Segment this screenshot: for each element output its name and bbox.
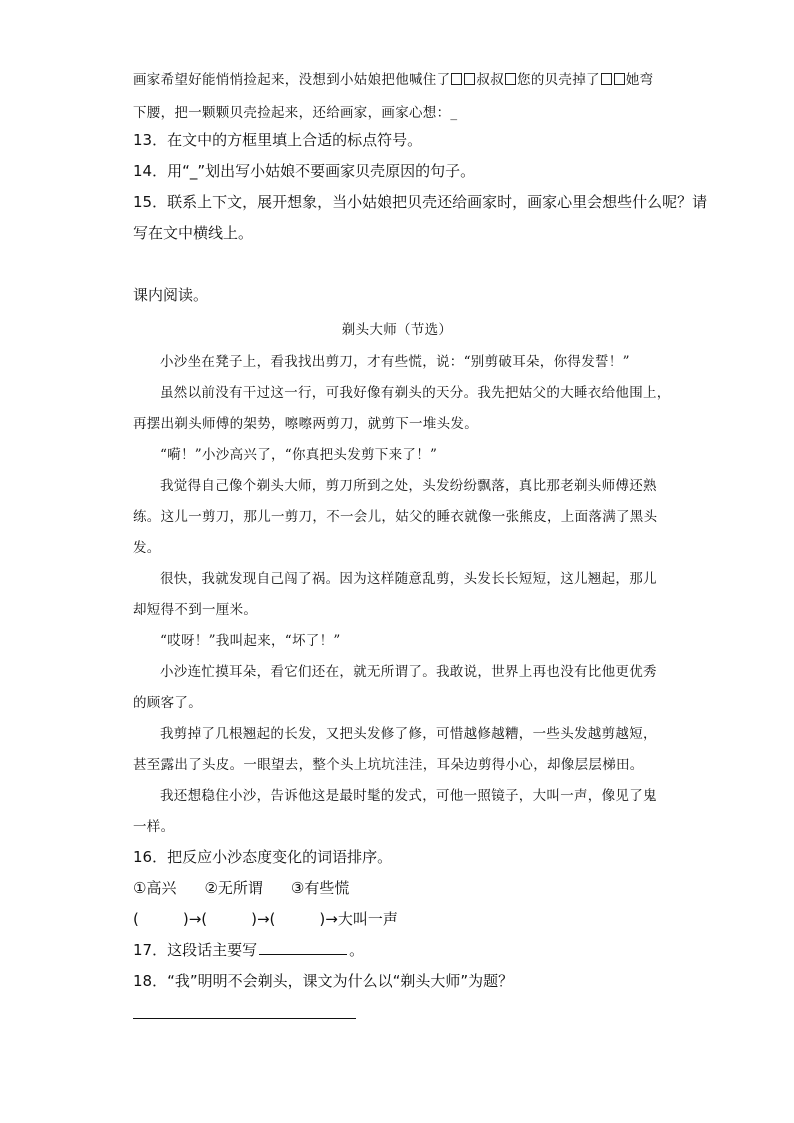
question-15-line2: 写在文中横线上。 (133, 224, 254, 242)
passage2-line: “哎呀！”我叫起来，“坏了！” (160, 633, 341, 649)
question-15-line1: 15．联系上下文，展开想象，当小姑娘把贝壳还给画家时，画家心里会想些什么呢？请 (133, 193, 708, 211)
passage2-line: 却短得不到一厘米。 (133, 602, 258, 618)
section-label: 课内阅读。 (133, 286, 209, 304)
passage2-line: 的顾客了。 (133, 695, 202, 711)
passage2-line: 一样。 (133, 819, 175, 835)
punctuation-box[interactable] (614, 73, 625, 85)
question-17: 17．这段话主要写 。 (133, 941, 365, 959)
passage2-line: 甚至露出了头皮。一眼望去，整个头上坑坑洼洼，耳朵边剪得小心，却像层层梯田。 (133, 757, 644, 773)
passage-title: 剃头大师（节选） (341, 322, 453, 338)
passage2-line: 我剪掉了几根翘起的长发，又把头发修了修，可惜越修越糟，一些头发越剪越短， (160, 726, 657, 742)
answer-line[interactable] (133, 1018, 356, 1019)
passage2-line: 再摆出剃头师傅的架势，嚓嚓两剪刀，就剪下一堆头发。 (133, 416, 478, 432)
punctuation-box[interactable] (464, 73, 475, 85)
passage2-line: 虽然以前没有干过这一行，可我好像有剃头的天分。我先把姑父的大睡衣给他围上， (160, 385, 671, 401)
question-14: 14．用“_”划出写小姑娘不要画家贝壳原因的句子。 (133, 162, 476, 180)
passage1-line1: 画家希望好能悄悄捡起来，没想到小姑娘把他喊住了 叔叔 您的贝壳掉了 她弯 (133, 72, 654, 88)
answer-blank[interactable] (259, 942, 347, 955)
question-16-options (133, 877, 349, 898)
punctuation-box[interactable] (505, 73, 516, 85)
passage1-line2: 下腰，把一颗颗贝壳捡起来，还给画家，画家心想：_ (133, 105, 458, 121)
passage2-line: “嗬！”小沙高兴了，“你真把头发剪下来了！” (160, 447, 438, 463)
question-16: 16．把反应小沙态度变化的词语排序。 (133, 848, 393, 866)
passage2-line: 小沙连忙摸耳朵，看它们还在，就无所谓了。我敢说，世界上再也没有比他更优秀 (160, 664, 657, 680)
question-13: 13．在文中的方框里填上合适的标点符号。 (133, 131, 423, 149)
punctuation-box[interactable] (451, 73, 462, 85)
option-1: ①高兴 (133, 879, 177, 897)
passage2-line: 我还想稳住小沙，告诉他这是最时髦的发式，可他一照镜子，大叫一声，像见了鬼 (160, 788, 657, 804)
passage2-line: 我觉得自己像个剃头大师，剪刀所到之处，头发纷纷飘落，真比那老剃头师傅还熟 (160, 478, 657, 494)
passage2-line: 很快，我就发现自己闯了祸。因为这样随意乱剪，头发长长短短，这儿翘起，那儿 (160, 571, 657, 587)
passage2-line: 发。 (133, 540, 161, 556)
question-16-sequence: ( )→( )→( )→大叫一声 (133, 910, 398, 928)
option-3: ③有些慌 (290, 879, 350, 897)
punctuation-box[interactable] (601, 73, 612, 85)
passage2-line: 小沙坐在凳子上，看我找出剪刀，才有些慌，说：“别剪破耳朵，你得发誓！” (160, 354, 630, 370)
passage2-line: 练。这儿一剪刀，那儿一剪刀，不一会儿，姑父的睡衣就像一张熊皮，上面落满了黑头 (133, 509, 658, 525)
option-2: ②无所谓 (204, 879, 263, 897)
question-18: 18．“我”明明不会剃头，课文为什么以“剃头大师”为题？ (133, 972, 514, 990)
